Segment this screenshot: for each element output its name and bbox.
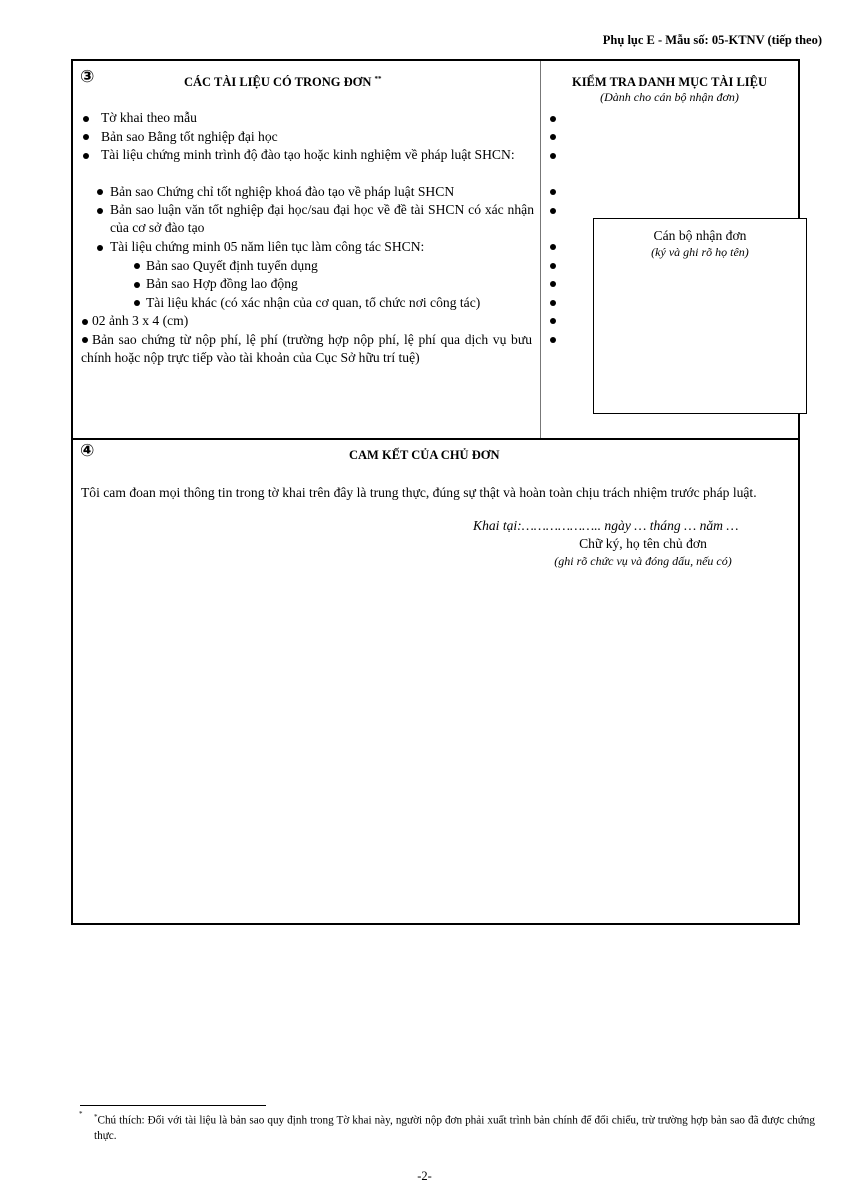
document-item: Bản sao Bằng tốt nghiệp đại học <box>101 129 278 144</box>
bullet-icon <box>134 300 140 306</box>
footnote-body <box>80 1110 815 1144</box>
check-bullet-icon <box>550 189 556 195</box>
footnote-divider <box>80 1105 266 1106</box>
document-item: Tờ khai theo mẫu <box>101 110 197 125</box>
section-4-number: ④ <box>80 441 95 461</box>
footnote-mark: * <box>79 1110 83 1118</box>
section-documents <box>73 61 798 440</box>
check-bullet-icon <box>550 116 556 122</box>
section-commitment <box>73 440 798 923</box>
check-bullet-icon <box>550 337 556 343</box>
section-3-title-mark: ** <box>374 75 382 83</box>
bullet-icon <box>83 153 89 159</box>
footnote <box>80 1110 815 1144</box>
page-number: -2- <box>417 1169 432 1183</box>
commitment-text: Tôi cam đoan mọi thông tin trong tờ khai trên đây là trung thực, đúng sự thật và hoàn toàn chịu trách nhiệm trước pháp luật. <box>81 485 757 500</box>
document-item: Bản sao Hợp đồng lao động <box>146 276 298 291</box>
checklist-title: KIỂM TRA DANH MỤC TÀI LIỆU <box>571 75 768 89</box>
documents-column <box>73 61 541 438</box>
footnote-inner-mark: * <box>94 1113 98 1121</box>
check-bullet-icon <box>550 263 556 269</box>
section-3-number: ③ <box>80 67 95 87</box>
check-bullet-icon <box>550 281 556 287</box>
officer-subtitle: (ký và ghi rõ họ tên) <box>651 245 749 259</box>
bullet-icon <box>134 263 140 269</box>
document-item: Bản sao luận văn tốt nghiệp đại học/sau đại học về đề tài SHCN có xác nhận của cơ sở đào tạo <box>110 202 534 235</box>
document-item: Bản sao Quyết định tuyển dụng <box>146 258 318 273</box>
document-item: Tài liệu chứng minh 05 năm liên tục làm công tác SHCN: <box>110 239 425 254</box>
officer-title: Cán bộ nhận đơn <box>653 228 747 243</box>
check-bullet-icon <box>550 318 556 324</box>
document-item: Tài liệu chứng minh trình độ đào tạo hoặc kinh nghiệm về pháp luật SHCN: <box>101 147 515 162</box>
bullet-icon <box>83 134 89 140</box>
section-3-title <box>184 75 382 90</box>
check-bullet-icon <box>550 300 556 306</box>
bullet-icon <box>82 319 88 325</box>
bullet-icon <box>97 189 103 195</box>
section-4-title: CAM KẾT CỦA CHỦ ĐƠN <box>349 448 500 462</box>
form-frame <box>71 59 800 925</box>
document-item: 02 ảnh 3 x 4 (cm) <box>92 313 189 328</box>
bullet-icon <box>83 116 89 122</box>
checklist-subtitle: (Dành cho cán bộ nhận đơn) <box>600 90 739 104</box>
signature-label: Chữ ký, họ tên chủ đơn <box>579 536 707 551</box>
document-item: Tài liệu khác (có xác nhận của cơ quan, tổ chức nơi công tác) <box>146 295 481 310</box>
document-item: Bản sao chứng từ nộp phí, lệ phí (trường hợp nộp phí, lệ phí qua dịch vụ bưu chính hoặc nộp trực tiếp vào tài khoản của Cục Sở hữu trí tuệ) <box>81 332 532 365</box>
form-header: Phụ lục E - Mẫu số: 05-KTNV (tiếp theo) <box>602 33 822 47</box>
check-bullet-icon <box>550 208 556 214</box>
check-bullet-icon <box>550 134 556 140</box>
check-bullet-icon <box>550 153 556 159</box>
check-bullet-icon <box>550 244 556 250</box>
footnote-text: Chú thích: Đối với tài liệu là bản sao quy định trong Tờ khai này, người nộp đơn phải xuất trình bản chính để đối chiếu, trừ trường hợp bản sao đã được chứng thực. <box>94 1114 815 1142</box>
bullet-icon <box>134 282 140 288</box>
signature-note: (ghi rõ chức vụ và đóng dấu, nếu có) <box>554 554 732 568</box>
place-date-line: Khai tại:……………….. ngày … tháng … năm … <box>473 518 739 533</box>
bullet-icon <box>97 208 103 214</box>
officer-signature-box <box>593 218 807 414</box>
bullet-icon <box>97 245 103 251</box>
document-item: Bản sao Chứng chỉ tốt nghiệp khoá đào tạo về pháp luật SHCN <box>110 184 455 199</box>
section-3-title-text: CÁC TÀI LIỆU CÓ TRONG ĐƠN <box>184 75 372 90</box>
